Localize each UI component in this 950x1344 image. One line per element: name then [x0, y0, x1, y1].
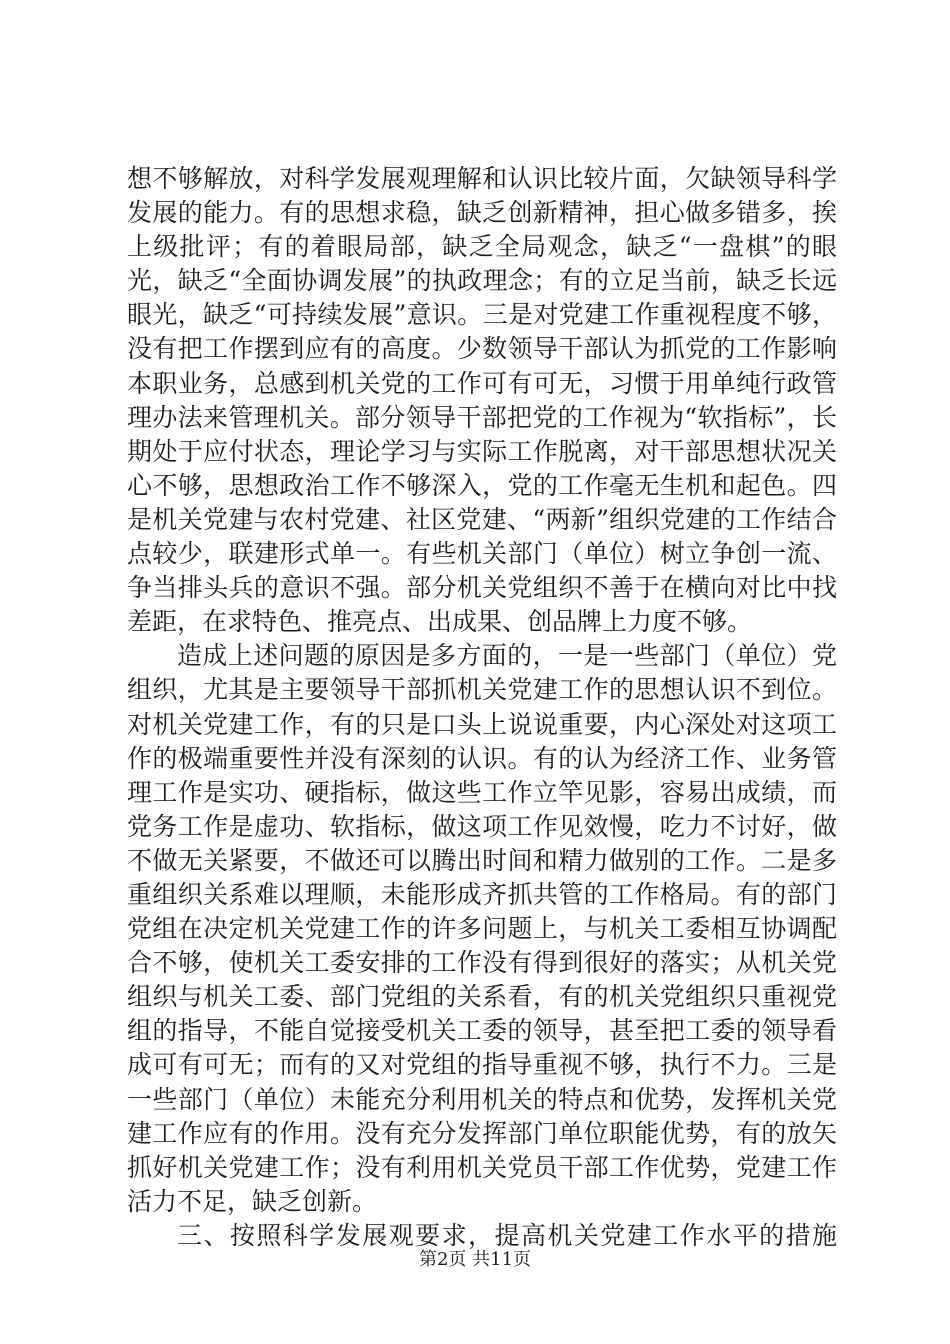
document-body [127, 162, 837, 1253]
page-number-footer: 第2页 共11页 [418, 1249, 532, 1270]
section-heading: 三、按照科学发展观要求，提高机关党建工作水平的措施 [177, 1220, 837, 1250]
paragraph-causes: 造成上述问题的原因是多方面的，一是一些部门（单位）党组织，尤其是主要领导干部抓机关党建工作的思想认识不到位。对机关党建工作，有的只是口头上说说重要，内心深处对这项工作的极端重要性并没有深刻的认识。有的认为经济工作、业务管理工作是实功、硬指标，做这些工作立竿见影，容易出成绩，而党务工作是虚功、软指标，做这项工作见效慢，吃力不讨好，做不做无关紧要，不做还可以腾出时间和精力做别的工作。二是多重组织关系难以理顺，未能形成齐抓共管的工作格局。有的部门党组在决定机关党建工作的许多问题上，与机关工委相互协调配合不够，使机关工委安排的工作没有得到很好的落实；从机关党组织与机关工委、部门党组的关系看，有的机关党组织只重视党组的指导，不能自觉接受机关工委的领导，甚至把工委的领导看成可有可无；而有的又对党组的指导重视不够，执行不力。三是一些部门（单位）未能充分利用机关的特点和优势，发挥机关党建工作应有的作用。没有充分发挥部门单位职能优势，有的放矢抓好机关党建工作；没有利用机关党员干部工作优势，党建工作活力不足，缺乏创新。 [127, 641, 837, 1216]
paragraph-continued: 想不够解放，对科学发展观理解和认识比较片面，欠缺领导科学发展的能力。有的思想求稳，缺乏创新精神，担心做多错多，挨上级批评；有的着眼局部，缺乏全局观念，缺乏“一盘棋”的眼光，缺乏“全面协调发展”的执政理念；有的立足当前，缺乏长远眼光，缺乏“可持续发展”意识。三是对党建工作重视程度不够，没有把工作摆到应有的高度。少数领导干部认为抓党的工作影响本职业务，总感到机关党的工作可有可无，习惯于用单纯行政管理办法来管理机关。部分领导干部把党的工作视为“软指标”，长期处于应付状态，理论学习与实际工作脱离，对干部思想状况关心不够，思想政治工作不够深入，党的工作毫无生机和起色。四是机关党建与农村党建、社区党建、“两新”组织党建的工作结合点较少，联建形式单一。有些机关部门（单位）树立争创一流、争当排头兵的意识不强。部分机关党组织不善于在横向对比中找差距，在求特色、推亮点、出成果、创品牌上力度不够。 [127, 164, 837, 637]
